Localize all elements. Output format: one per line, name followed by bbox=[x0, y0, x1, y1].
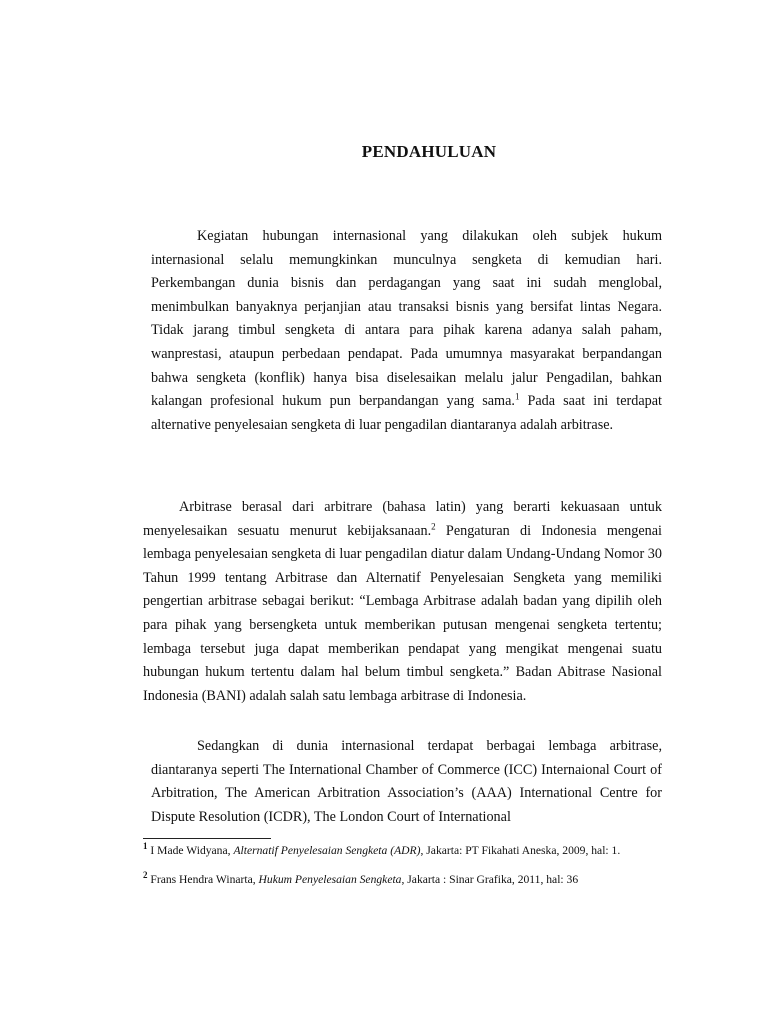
footnote-1 bbox=[143, 843, 683, 858]
paragraph-2 bbox=[143, 496, 662, 708]
paragraph-2-tail: Pengaturan di Indonesia mengenai lembaga penyelesaian sengketa di luar pengadilan diatur dalam Undang-Undang Nomor 30 Tahun 1999 tentang Arbitrase dan Alternatif Penyelesaian Sengketa yang memiliki pengertian arbitrase sebagai berikut: “Lembaga Arbitrase adalah badan yang dipilih oleh para pihak yang bersengketa untuk memberikan putusan mengenai sengketa tertentu; lembaga tersebut juga dapat memberikan pendapat yang mengikat mengenai suatu hubungan hukum tertentu dalam hal belum timbul sengketa.” Badan Abitrase Nasional Indonesia (BANI) adalah salah satu lembaga arbitrase di Indonesia. bbox=[143, 522, 662, 704]
paragraph-2-text: Arbitrase berasal dari arbitrare (bahasa latin) yang berarti kekuasaan untuk menyelesaikan sesuatu menurut kebijaksanaan. bbox=[143, 499, 662, 539]
footnote-1-mark: 1 bbox=[143, 841, 148, 852]
paragraph-3-text: Sedangkan di dunia internasional terdapat berbagai lembaga arbitrase, diantaranya seperti The International Chamber of Commerce (ICC) Internaional Court of Arbitration, The American Arbitration Association’s (AAA) International Centre for Dispute Resolution (ICDR), The London Court of International bbox=[151, 738, 662, 825]
footnote-2-publisher: , Jakarta : Sinar Grafika, 2011, hal: 36 bbox=[401, 873, 579, 886]
paragraph-1-tail: Pada saat ini terdapat alternative penyelesaian sengketa di luar pengadilan diantaranya adalah arbitrase. bbox=[151, 393, 662, 433]
footnote-divider bbox=[143, 838, 271, 839]
footnote-1-publisher: , Jakarta: PT Fikahati Aneska, 2009, hal: 1. bbox=[420, 844, 621, 857]
footnote-2 bbox=[143, 872, 683, 887]
footnote-1-author: I Made Widyana, bbox=[147, 844, 234, 857]
footnote-ref-1[interactable]: 1 bbox=[514, 391, 520, 402]
footnote-1-book-title: Alternatif Penyelesaian Sengketa (ADR) bbox=[233, 844, 421, 857]
footnote-ref-2[interactable]: 2 bbox=[431, 520, 436, 531]
paragraph-3 bbox=[151, 735, 662, 829]
footnote-2-book-title: Hukum Penyelesaian Sengketa bbox=[258, 873, 402, 886]
footnote-2-author: Frans Hendra Winarta, bbox=[147, 873, 259, 886]
page-title: PENDAHULUAN bbox=[361, 142, 497, 161]
paragraph-1 bbox=[151, 225, 662, 437]
footnote-2-mark: 2 bbox=[143, 870, 148, 881]
paragraph-1-text: Kegiatan hubungan internasional yang dilakukan oleh subjek hukum internasional selalu memungkinkan munculnya sengketa di kemudian hari. Perkembangan dunia bisnis dan perdagangan yang saat ini sudah menglobal, menimbulkan banyaknya perjanjian atau transaksi bisnis yang bersifat lintas Negara. Tidak jarang timbul sengketa di antara para pihak karena adanya salah paham, wanprestasi, ataupun perbedaan pendapat. Pada umumnya masyarakat berpandangan bahwa sengketa (konflik) hanya bisa diselesaikan melalu jalur Pengadilan, bahkan kalangan profesional hukum pun berpandangan yang sama. bbox=[151, 228, 662, 410]
